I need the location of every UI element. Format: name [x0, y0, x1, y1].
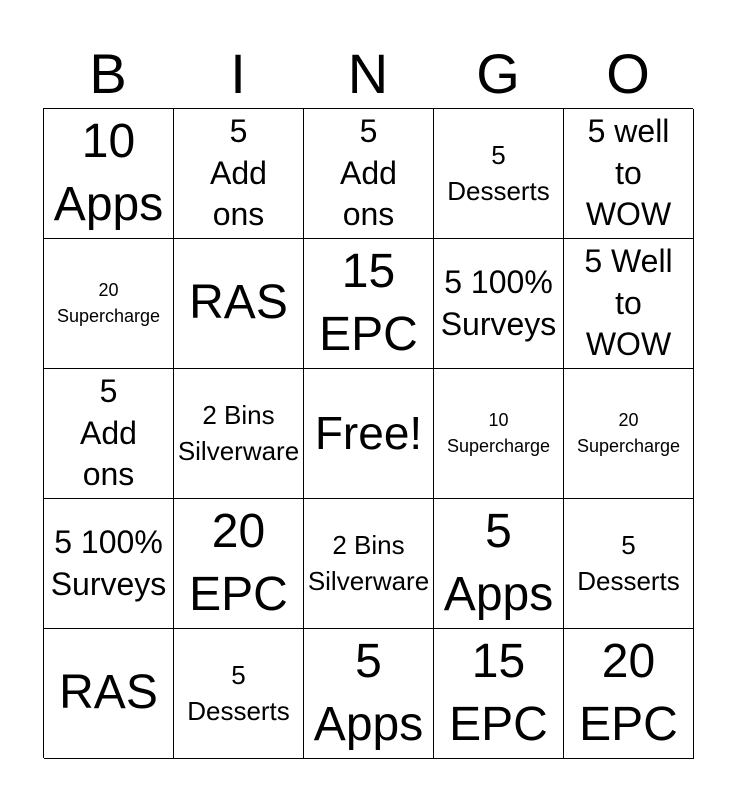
bingo-cell-r2-c4[interactable]	[434, 239, 564, 369]
bingo-free-space[interactable]	[304, 369, 434, 499]
bingo-cell-r2-c5[interactable]	[564, 239, 694, 369]
bingo-cell-label: 20 EPC	[189, 505, 288, 621]
bingo-cell-label: RAS	[189, 276, 288, 330]
bingo-cell-r4-c4[interactable]	[434, 499, 564, 629]
bingo-cell-r1-c4[interactable]	[434, 109, 564, 239]
bingo-cell-label: 2 Bins Silverware	[307, 530, 430, 596]
bingo-cell-r3-c2[interactable]	[174, 369, 304, 499]
bingo-cell-r3-c4[interactable]	[434, 369, 564, 499]
header-letter-g: G	[476, 42, 520, 105]
bingo-cell-r4-c2[interactable]	[174, 499, 304, 629]
bingo-cell-label: Free!	[314, 406, 423, 459]
bingo-cell-label: 5 Add ons	[340, 113, 397, 233]
bingo-cell-label: 2 Bins Silverware	[177, 400, 300, 466]
bingo-cell-r3-c5[interactable]	[564, 369, 694, 499]
header-letter-n: N	[347, 42, 389, 105]
bingo-cell-r1-c3[interactable]	[304, 109, 434, 239]
bingo-cell-r2-c3[interactable]	[304, 239, 434, 369]
bingo-cell-label: 5 Apps	[313, 635, 424, 751]
header-letter-i: I	[230, 42, 246, 105]
bingo-cell-r1-c1[interactable]	[44, 109, 174, 239]
bingo-cell-label: 5 Add ons	[210, 113, 267, 233]
bingo-cell-label: RAS	[59, 666, 158, 720]
bingo-cell-label: 5 100% Surveys	[440, 263, 557, 342]
bingo-cell-label: 15 EPC	[449, 635, 548, 751]
bingo-cell-r1-c2[interactable]	[174, 109, 304, 239]
bingo-cell-r5-c1[interactable]	[44, 629, 174, 759]
bingo-cell-label: 5 100% Surveys	[50, 523, 167, 602]
bingo-cell-r2-c1[interactable]	[44, 239, 174, 369]
bingo-cell-label: 5 Add ons	[80, 373, 137, 493]
bingo-cell-label: 5 well to WOW	[585, 113, 672, 233]
bingo-cell-r5-c3[interactable]	[304, 629, 434, 759]
bingo-cell-r3-c1[interactable]	[44, 369, 174, 499]
bingo-cell-label: 10 Supercharge	[446, 410, 551, 456]
bingo-cell-r5-c4[interactable]	[434, 629, 564, 759]
bingo-cell-label: 5 Desserts	[187, 660, 290, 726]
bingo-cell-label: 20 EPC	[579, 635, 678, 751]
bingo-cell-label: 5 Desserts	[447, 140, 550, 206]
bingo-cell-label: 20 Supercharge	[56, 280, 161, 326]
bingo-cell-label: 20 Supercharge	[576, 410, 681, 456]
header-letter-o: O	[606, 42, 650, 105]
bingo-header	[43, 42, 693, 106]
bingo-cell-label: 5 Apps	[443, 505, 554, 621]
bingo-cell-r5-c5[interactable]	[564, 629, 694, 759]
header-letter-b: B	[89, 42, 127, 105]
bingo-cell-r5-c2[interactable]	[174, 629, 304, 759]
bingo-cell-r2-c2[interactable]	[174, 239, 304, 369]
bingo-cell-r4-c1[interactable]	[44, 499, 174, 629]
bingo-cell-r4-c5[interactable]	[564, 499, 694, 629]
bingo-cell-r1-c5[interactable]	[564, 109, 694, 239]
bingo-board	[43, 108, 693, 758]
bingo-cell-label: 15 EPC	[319, 245, 418, 361]
bingo-cell-label: 5 Desserts	[577, 530, 680, 596]
bingo-cell-label: 5 Well to WOW	[584, 243, 673, 363]
bingo-cell-r4-c3[interactable]	[304, 499, 434, 629]
bingo-cell-label: 10 Apps	[53, 115, 164, 231]
